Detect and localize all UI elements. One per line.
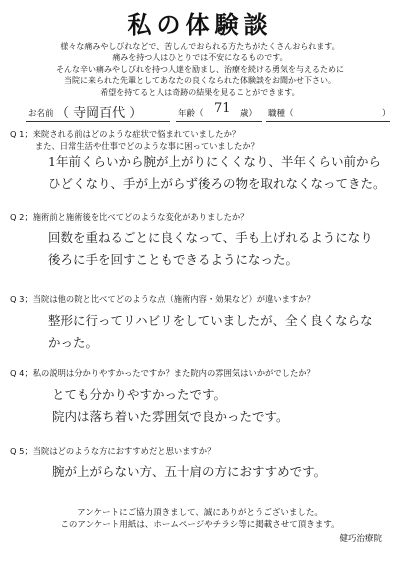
footer-text — [0, 507, 400, 531]
footer-line: アンケートにご協力頂きまして、誠にありがとうございました。 — [77, 508, 323, 518]
age-value: 71 — [214, 101, 231, 116]
intro-line: 痛みを持つ人はひとりでは不安になるものです。 — [112, 53, 288, 63]
answer-line: 腕が上がらない方、五十肩の方におすすめです。 — [52, 464, 327, 479]
question-line: Q 2；施術前と施術後を比べてどのような変化がありましたか？ — [10, 212, 249, 222]
clinic-name: 健巧治療院 — [339, 534, 382, 544]
question-line: Q 4；私の説明は分かりやすかったですか？また院内の雰囲気はいかがでしたか？ — [10, 368, 315, 378]
question-2 — [10, 212, 395, 224]
answer-4 — [52, 384, 289, 428]
intro-line: 当院に来られた先輩としてあなたの良くなられた体験談をお聞かせ下さい。 — [64, 76, 336, 86]
answer-line: 1年前くらいから腕が上がりにくくなり、半年くらい前から — [48, 154, 381, 169]
page-title: 私の体験談 — [127, 11, 273, 39]
question-4 — [10, 368, 395, 380]
age-label: 年齢（ — [178, 109, 204, 119]
question-1 — [10, 129, 395, 152]
intro-text — [0, 41, 400, 98]
age-unit: 歳） — [240, 109, 258, 119]
question-line: Q 3；当院は他の院と比べてどのような点（施術内容・効果など）が違いますか？ — [10, 294, 315, 304]
answer-line: 後ろに手を回すこともできるようになった。 — [48, 252, 299, 267]
job-label: 職種（ — [268, 109, 294, 119]
question-line: また、日常生活や仕事でどのような事に困っていましたか？ — [10, 140, 259, 151]
answer-5 — [52, 461, 326, 483]
answer-line: 回数を重ねるごとに良くなって、手も上げれるようになり — [48, 230, 373, 245]
answer-line: 整形に行ってリハビリをしていましたが、全く良くならな — [48, 313, 373, 328]
answer-1 — [48, 151, 386, 195]
answer-2 — [48, 227, 373, 271]
job-close: ） — [382, 109, 391, 119]
age-underline — [176, 121, 262, 122]
name-underline — [26, 121, 170, 122]
answer-3 — [48, 310, 373, 354]
answer-line: 院内は落ち着いた雰囲気で良かったです。 — [52, 409, 289, 424]
intro-line: 様々な痛みやしびれなどで、苦しんでおられる方たちがたくさんおられます。 — [60, 42, 340, 51]
question-line: Q 5；当院はどのような方におすすめだと思いますか？ — [10, 446, 216, 456]
question-5 — [10, 446, 395, 458]
job-underline — [266, 121, 390, 122]
intro-line: 希望を持てると人は奇跡の結果を見ることができます。 — [100, 87, 300, 97]
answer-line: かった。 — [48, 335, 99, 350]
name-label: お名前 — [28, 109, 54, 119]
answer-line: ひどくなり、手が上がらず後ろの物を取れなくなってきた。 — [48, 176, 386, 191]
footer-line: このアンケート用紙は、ホームページやチラシ等に掲載させて頂きます。 — [60, 520, 340, 530]
name-value: （ 寺岡百代 ） — [56, 106, 143, 121]
answer-line: とても分かりやすかったです。 — [52, 387, 227, 402]
intro-line: そんな辛い痛みやしびれを持つ人達を励まし、治療を続ける勇気を与えるために — [56, 64, 344, 74]
question-3 — [10, 294, 395, 306]
question-line: Q 1；来院される前はどのような症状で悩まれていましたか？ — [10, 129, 241, 139]
